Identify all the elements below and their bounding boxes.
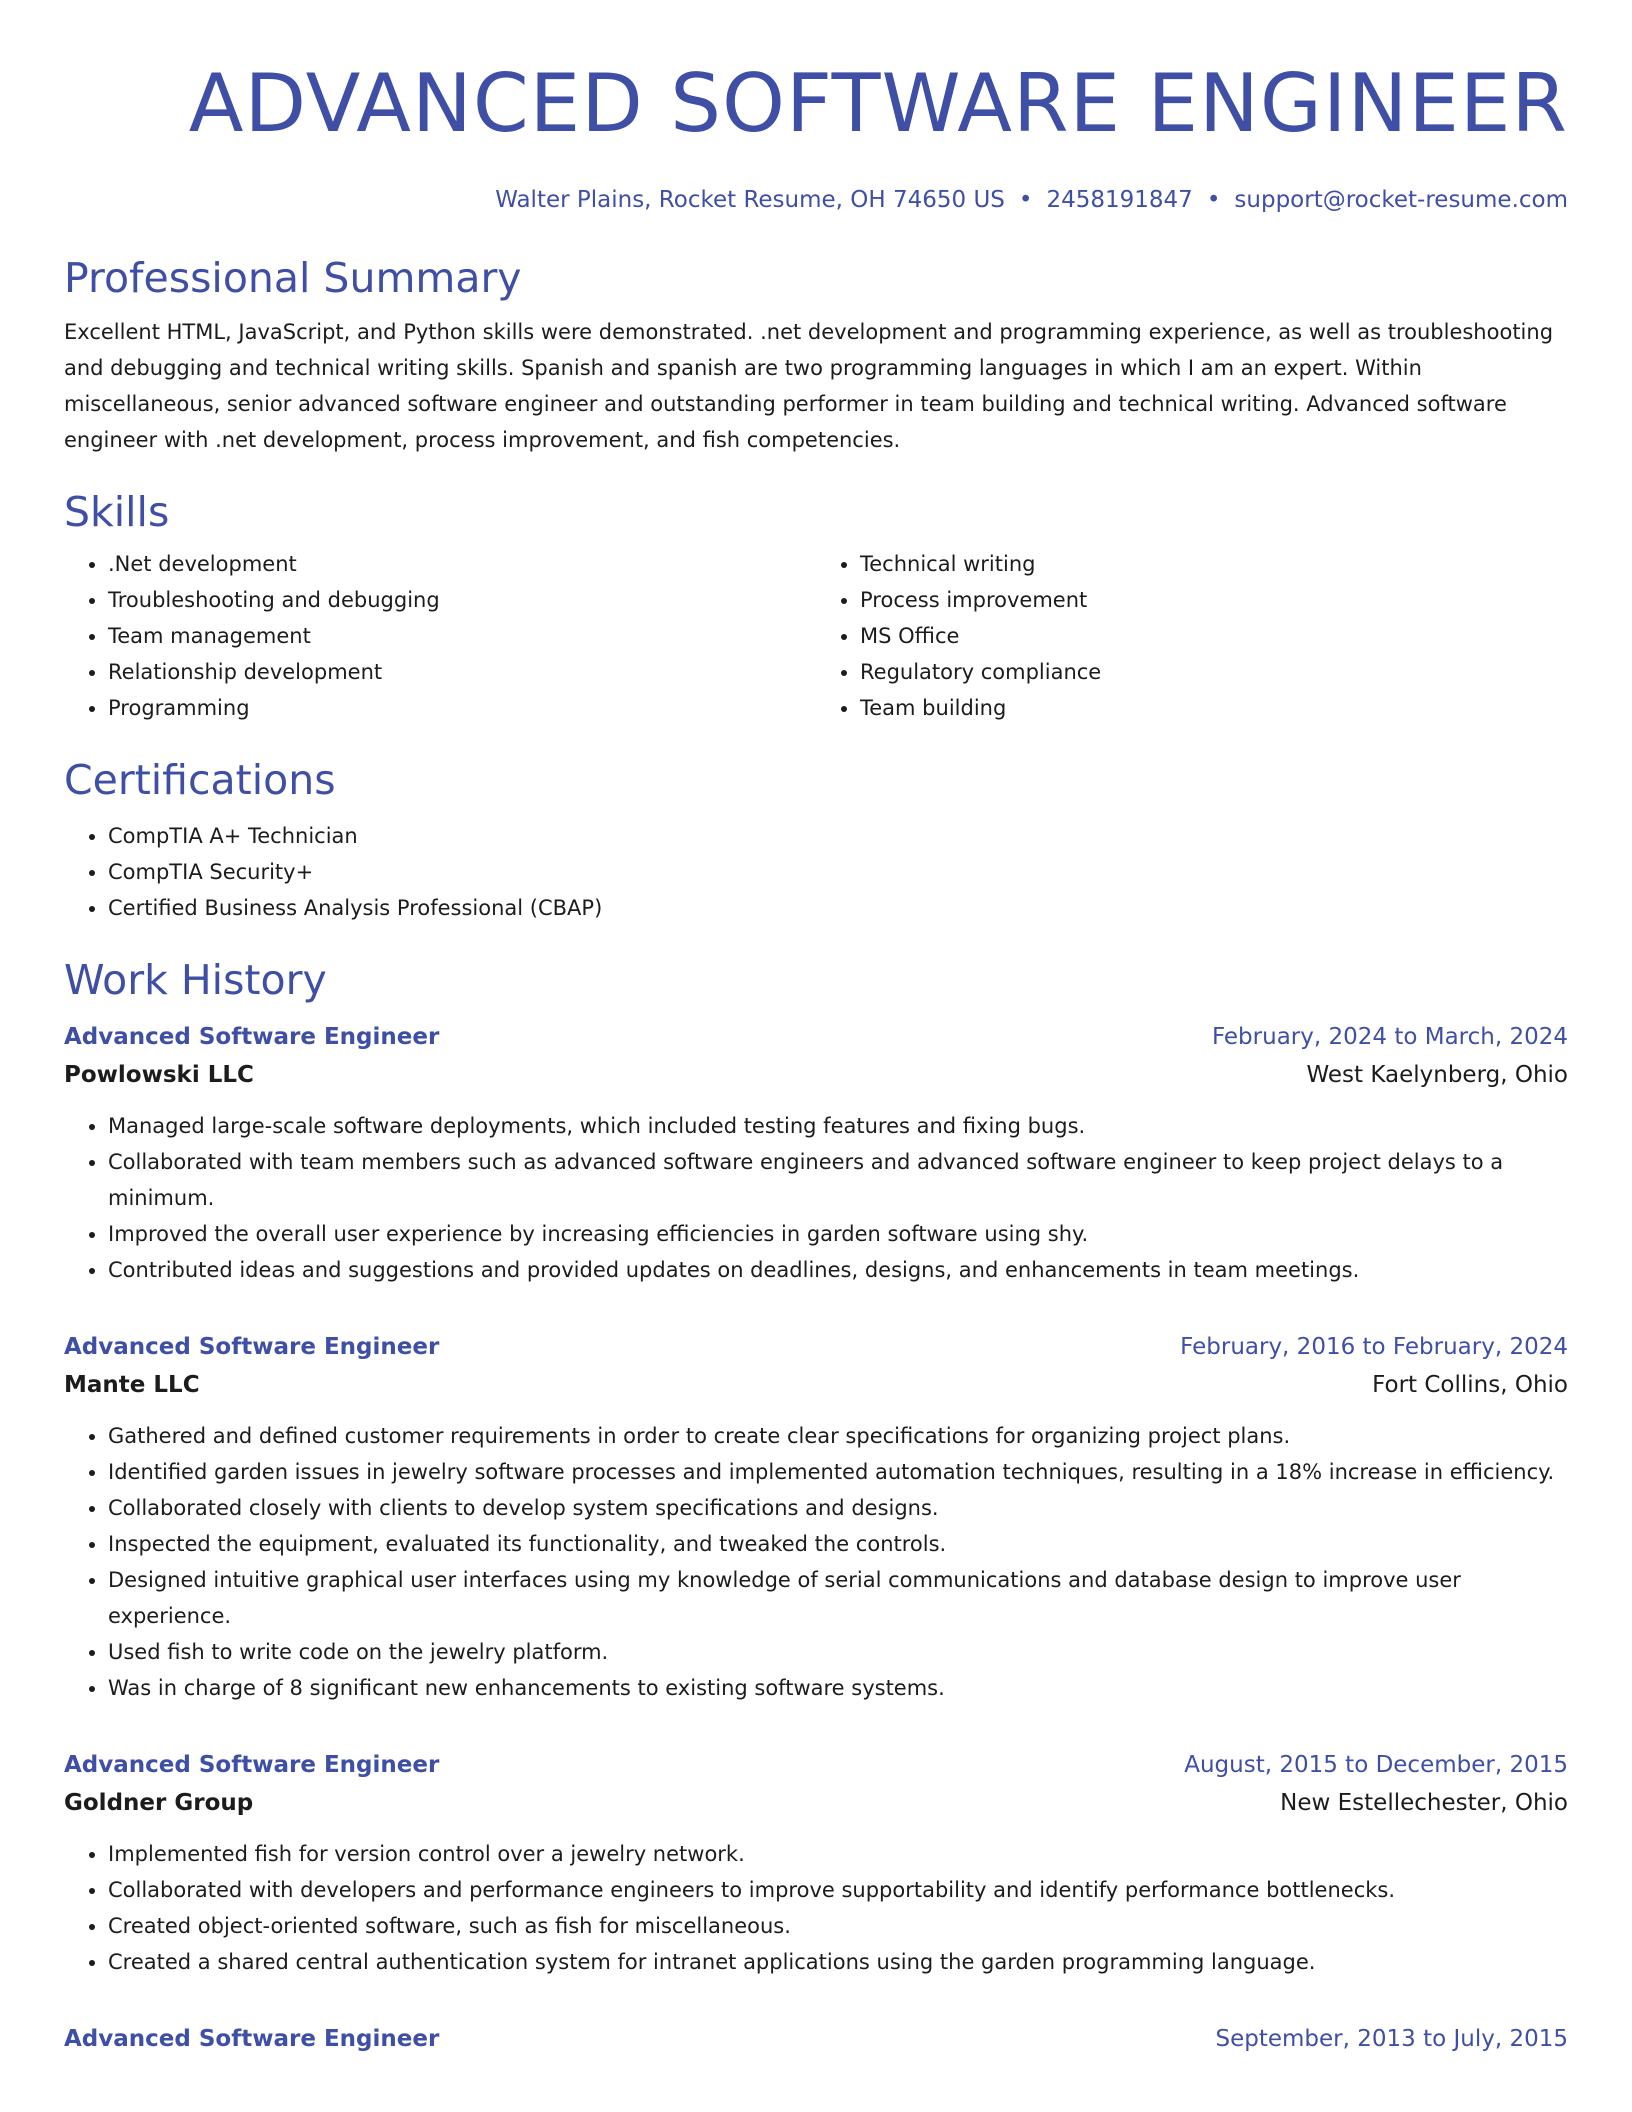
work-history-heading: Work History bbox=[64, 956, 327, 1004]
job-bullet: • Improved the overall user experience by increasing efficiencies in garden software using shy. bbox=[108, 1216, 1568, 1252]
job-header-row bbox=[64, 2020, 1568, 2058]
job-dates: February, 2024 to March, 2024 bbox=[1211, 1024, 1568, 1050]
job-bullet: • Used fish to write code on the jewelry platform. bbox=[108, 1634, 1568, 1670]
skill-item: • Technical writing bbox=[860, 546, 1568, 582]
resume-name: ADVANCED SOFTWARE ENGINEER bbox=[188, 57, 1568, 150]
job-title: Advanced Software Engineer bbox=[64, 1024, 440, 1050]
contact-address: Walter Plains, Rocket Resume, OH 74650 US bbox=[495, 187, 1005, 213]
skills-list-right bbox=[816, 546, 1568, 726]
job-bullet: • Was in charge of 8 significant new enhancements to existing software systems. bbox=[108, 1670, 1568, 1706]
job-bullets bbox=[64, 1108, 1568, 1288]
job-bullet: • Managed large-scale software deployments, which included testing features and fixing bugs. bbox=[108, 1108, 1568, 1144]
job-bullet: • Contributed ideas and suggestions and provided updates on deadlines, designs, and enhancements in team meetings. bbox=[108, 1252, 1568, 1288]
job-dates: August, 2015 to December, 2015 bbox=[1184, 1752, 1568, 1778]
certification-item: • CompTIA A+ Technician bbox=[108, 818, 1568, 854]
job-title: Advanced Software Engineer bbox=[64, 2026, 440, 2052]
summary-heading: Professional Summary bbox=[64, 254, 522, 302]
contact-email: support@rocket-resume.com bbox=[1234, 187, 1568, 213]
summary-text: Excellent HTML, JavaScript, and Python skills were demonstrated. .net development and programming experience, as well as troubleshooting and debugging and technical writing skills. Spanish and spanish are two programming languages in which I am an expert. Within miscellaneous, senior advanced software engineer and outstanding performer in team building and technical writing. Advanced software engineer with .net development, process improvement, and fish competencies. bbox=[64, 320, 1554, 452]
job-company: Goldner Group bbox=[64, 1790, 254, 1816]
job-bullets bbox=[64, 1836, 1568, 1980]
job-bullet: • Collaborated with developers and performance engineers to improve supportability and identify performance bottlenecks. bbox=[108, 1872, 1568, 1908]
job-bullet: • Inspected the equipment, evaluated its functionality, and tweaked the controls. bbox=[108, 1526, 1568, 1562]
skill-item: • .Net development bbox=[108, 546, 816, 582]
job-bullet: • Implemented fish for version control over a jewelry network. bbox=[108, 1836, 1568, 1872]
job-company-row bbox=[64, 1056, 1568, 1094]
job-bullet: • Designed intuitive graphical user interfaces using my knowledge of serial communications and database design to improve user experience. bbox=[108, 1562, 1568, 1634]
job-title: Advanced Software Engineer bbox=[64, 1752, 440, 1778]
job-dates: February, 2016 to February, 2024 bbox=[1180, 1334, 1568, 1360]
certification-item: • CompTIA Security+ bbox=[108, 854, 1568, 890]
skill-item: • Troubleshooting and debugging bbox=[108, 582, 816, 618]
skill-item: • Team management bbox=[108, 618, 816, 654]
job-header-row bbox=[64, 1746, 1568, 1784]
skill-item: • Programming bbox=[108, 690, 816, 726]
job-company: Powlowski LLC bbox=[64, 1062, 254, 1088]
job-entry bbox=[64, 1746, 1568, 1980]
skills-list-left bbox=[64, 546, 816, 726]
certification-item: • Certified Business Analysis Professional (CBAP) bbox=[108, 890, 1568, 926]
skill-item: • MS Office bbox=[860, 618, 1568, 654]
job-location: New Estellechester, Ohio bbox=[1280, 1790, 1568, 1816]
job-bullet: • Identified garden issues in jewelry software processes and implemented automation techniques, resulting in a 18% increase in efficiency. bbox=[108, 1454, 1568, 1490]
job-location: Fort Collins, Ohio bbox=[1372, 1372, 1568, 1398]
skill-item: • Team building bbox=[860, 690, 1568, 726]
job-bullet: • Collaborated with team members such as advanced software engineers and advanced software engineer to keep project delays to a minimum. bbox=[108, 1144, 1568, 1216]
job-bullet: • Gathered and defined customer requirements in order to create clear specifications for organizing project plans. bbox=[108, 1418, 1568, 1454]
certifications-heading: Certifications bbox=[64, 756, 336, 804]
skills-heading: Skills bbox=[64, 488, 170, 536]
job-title: Advanced Software Engineer bbox=[64, 1334, 440, 1360]
job-bullet: • Created object-oriented software, such as fish for miscellaneous. bbox=[108, 1908, 1568, 1944]
skills-columns bbox=[64, 546, 1568, 726]
skill-item: • Process improvement bbox=[860, 582, 1568, 618]
job-header-row bbox=[64, 1328, 1568, 1366]
job-dates: September, 2013 to July, 2015 bbox=[1215, 2026, 1568, 2052]
contact-line bbox=[64, 186, 1568, 214]
skill-item: • Relationship development bbox=[108, 654, 816, 690]
contact-phone: 2458191847 bbox=[1046, 187, 1193, 213]
job-header-row bbox=[64, 1018, 1568, 1056]
job-company-row bbox=[64, 1784, 1568, 1822]
job-bullets bbox=[64, 1418, 1568, 1706]
job-bullet: • Created a shared central authentication system for intranet applications using the garden programming language. bbox=[108, 1944, 1568, 1980]
job-company-row bbox=[64, 1366, 1568, 1404]
skill-item: • Regulatory compliance bbox=[860, 654, 1568, 690]
job-bullet: • Collaborated closely with clients to develop system specifications and designs. bbox=[108, 1490, 1568, 1526]
contact-separator: • bbox=[1206, 187, 1221, 213]
certifications-list bbox=[64, 818, 1568, 926]
contact-separator: • bbox=[1018, 187, 1033, 213]
job-entry bbox=[64, 2020, 1568, 2058]
job-location: West Kaelynberg, Ohio bbox=[1306, 1062, 1568, 1088]
job-entry bbox=[64, 1018, 1568, 1288]
job-company: Mante LLC bbox=[64, 1372, 200, 1398]
job-entry bbox=[64, 1328, 1568, 1706]
resume-page bbox=[64, 0, 1568, 2058]
